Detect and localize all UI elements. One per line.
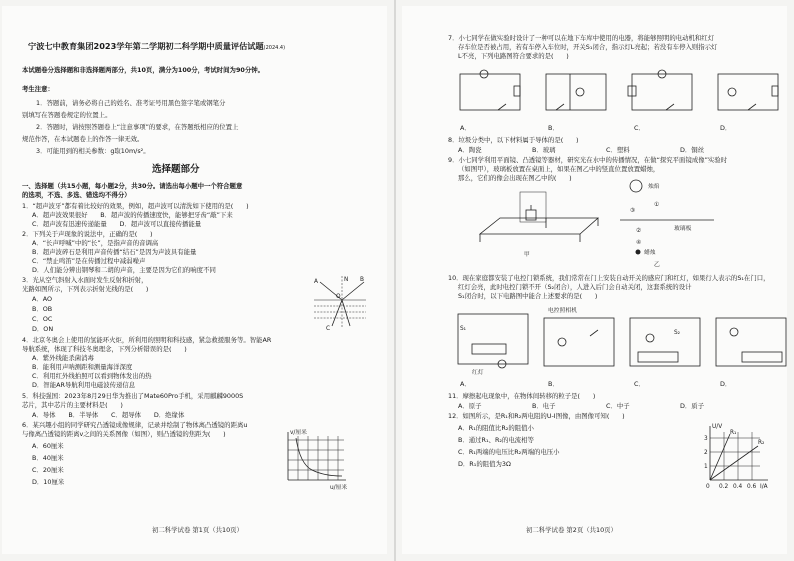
label-jia: 甲 xyxy=(524,252,530,258)
q12-option: A．R₁的阻值比R₂的阻值小 xyxy=(458,424,534,432)
question-4-option: C．利用红外线拍照可以看到物体发出的热 xyxy=(32,372,152,380)
label-p3: ③ xyxy=(630,208,636,214)
label-p1: ① xyxy=(654,202,660,208)
label-n: N xyxy=(344,277,349,283)
q8-option: B．玻璃 xyxy=(532,146,556,154)
question-2: 2．下列关于声现象的说法中，正确的是( ) xyxy=(22,230,153,238)
question-9: 9．小七同学利用平面镜、凸透镜等器材，研究光在水中的传播情况，在做“探究平面镜成像”实验时 xyxy=(448,156,728,164)
question-10: 红灯会亮，此时电控门锁不开（S₂闭合），人进入后门会自动关闭，这套系统的设计 xyxy=(458,283,692,291)
label-red: 红灯 xyxy=(472,370,484,376)
notice-line: 1．答题前，请务必将自己的姓名、准考证号用黑色签字笔或钢笔分 xyxy=(36,99,226,107)
question-2-option: C．“禁止鸣笛”是在传播过程中减弱噪声 xyxy=(32,257,146,265)
question-2-option: B．超声波碎石是利用声音传播“结石”是因为声波具有能量 xyxy=(32,248,197,256)
exam-title-text: 宁波七中教育集团2023学年第二学期初二科学期中质量评估试题 xyxy=(28,41,264,51)
notice-heading: 考生注意： xyxy=(22,85,54,93)
q8-option: D．铜丝 xyxy=(680,146,705,154)
q11-option: B．电子 xyxy=(532,402,556,410)
section-title: 选择题部分 xyxy=(152,164,200,175)
question-3: 3．光从空气斜射入水面时发生反射和折射， xyxy=(22,276,148,284)
question-3-option: C．OC xyxy=(32,315,53,323)
label-p4: ④ xyxy=(636,240,642,246)
x-tick: 0 xyxy=(706,484,710,490)
question-3: 光路如图所示，下列表示折射光线的是( ) xyxy=(22,285,149,293)
q10-option: A． xyxy=(460,380,471,388)
question-3-option: B．OB xyxy=(32,305,53,313)
question-5: 芯片，其中芯片的主要材料是( ) xyxy=(22,401,123,409)
label-yi: 乙 xyxy=(654,262,660,268)
q12-option: B．通过R₁、R₂的电流相等 xyxy=(458,436,534,444)
question-7: L不亮，下列电路图符合要求的是( ) xyxy=(458,52,569,60)
question-6: 6．某兴趣小组的同学研究凸透镜成像规律，记录并绘制了物体离凸透镜的距离u xyxy=(22,421,248,429)
label-p2: ② xyxy=(636,228,642,234)
q12-ui-graph xyxy=(698,422,776,496)
question-10: S₁闭合时，以下电路图中能合上述要求的是( ) xyxy=(458,292,598,300)
q7-option: B． xyxy=(548,124,559,132)
question-8: 8．垃圾分类中，以下材料属于导体的是( ) xyxy=(448,136,579,144)
q10-circuits xyxy=(454,308,794,378)
notice-line: 2．答题时，请按照答题卷上“注意事项”的要求，在答题纸相应的位置上 xyxy=(36,123,239,131)
i-axis-label: I/A xyxy=(760,484,768,490)
q7-option: C． xyxy=(634,124,645,132)
question-2-option: D．人们能分辨出钢琴和二胡的声音，主要是因为它们的响度不同 xyxy=(32,266,216,274)
question-4-option: B．能利用声呐测距和测量海洋深度 xyxy=(32,363,133,371)
label-s2: S₂ xyxy=(674,330,681,336)
q9-figure-jia xyxy=(460,188,600,258)
label-motor: 电控照相机 xyxy=(548,308,577,314)
question-10: 10．现在家庭都安装了电控门锁系统，我们常常在门上安装自动开关的感应门和红灯，如果行人表示的S₁在门口， xyxy=(448,274,770,282)
notice-line: 规范作答，在本试题卷上的作答一律无效。 xyxy=(22,135,144,143)
x-tick: 0.4 xyxy=(733,484,743,490)
page-footer: 初二科学试卷 第1页（共10页） xyxy=(152,526,243,534)
q7-option: D． xyxy=(720,124,732,132)
label-a: A xyxy=(314,279,318,285)
question-6-option: B．40厘米 xyxy=(32,454,64,462)
question-9: （如图甲），玻璃板放置在桌面上，如果在图乙中的竖直位置放置蜡烛， xyxy=(458,165,660,173)
uv-graph xyxy=(278,430,350,492)
question-6-option: D．10厘米 xyxy=(32,478,65,486)
question-4-option: D．智能AR导航利用电磁波传递信息 xyxy=(32,381,136,389)
q10-option: D． xyxy=(720,380,732,388)
question-4: 导航系统，体现了科技冬奥理念，下列分析错误的是( ) xyxy=(22,345,187,353)
question-9: 那么，它们的像会出现在图乙中的( ) xyxy=(458,174,572,182)
page-2 xyxy=(402,6,787,554)
label-b: B xyxy=(360,277,364,283)
q11-option: C．中子 xyxy=(606,402,630,410)
q7-option: A． xyxy=(460,124,471,132)
question-3-option: A．AO xyxy=(32,295,53,303)
q11-option: A．原子 xyxy=(458,402,482,410)
y-tick: 1 xyxy=(704,464,708,470)
question-4-option: A．紫外线能杀菌消毒 xyxy=(32,354,94,362)
q8-option: C．塑料 xyxy=(606,146,630,154)
question-12: 12．如图所示，是R₁和R₂两电阻的U-I图像，由图像可知( ) xyxy=(448,412,625,420)
q11-option: D．质子 xyxy=(680,402,705,410)
label-candle: 蜡烛 xyxy=(644,250,656,256)
question-5: 5．科技强国：2023年8月29日华为推出了Mate60Pro手机，采用麒麟9000S xyxy=(22,392,244,400)
question-3-option: D．ON xyxy=(32,325,54,333)
label-glass: 玻璃板 xyxy=(674,226,692,232)
section-instructions: 的选项，不选、多选、错选均不得分） xyxy=(22,191,131,199)
q10-option: C． xyxy=(634,380,645,388)
page-1 xyxy=(2,6,387,554)
question-4: 4．北京冬奥会上使用的氢能环火炬，所利用的照明和科技感，紧急救援服务等。智能AR xyxy=(22,336,272,344)
question-7: 存车位是否被占用，若有车停入车位时，开关S₁闭合，指示灯L亮起；若没有车停入则指示灯 xyxy=(458,43,718,51)
question-6-option: A．60厘米 xyxy=(32,442,64,450)
v-axis-label: v/厘米 xyxy=(290,430,307,436)
notice-line: 3．可能用到的相关参数：g取10m/s²。 xyxy=(36,147,150,155)
label-s1: S₁ xyxy=(460,326,467,332)
label-o: O xyxy=(336,294,341,300)
question-2-option: A．“长声呼喊”中的“长”，是指声音的音调高 xyxy=(32,239,159,247)
question-6: 与像离凸透镜的距离v之间的关系图像（如图），则凸透镜的焦距为( ) xyxy=(22,430,226,438)
exam-title xyxy=(28,42,285,52)
label-r2: R₂ xyxy=(758,440,765,446)
label-r1: R₁ xyxy=(730,430,737,436)
question-7: 7．小七同学在做实验时设计了一种可以在地下车库中使用的电器，将能够照明的电动机和红灯 xyxy=(448,34,715,42)
u-axis-label: U/V xyxy=(712,424,723,430)
y-tick: 3 xyxy=(704,436,708,442)
q12-option: C．R₁两端的电压比R₂两端的电压小 xyxy=(458,448,560,456)
u-axis-label: u/厘米 xyxy=(330,485,348,491)
q8-option: A．陶瓷 xyxy=(458,146,482,154)
label-flame: 烛焰 xyxy=(648,184,660,190)
q9-figure-yi xyxy=(614,176,724,268)
q10-option: B． xyxy=(548,380,559,388)
x-tick: 0.2 xyxy=(719,484,729,490)
page-fold xyxy=(394,0,396,561)
notice-line: 别填写在答题卷规定的位置上。 xyxy=(22,111,112,119)
section-instructions: 一、选择题（共15小题，每小题2分，共30分。请选出每小题中一个符合题意 xyxy=(22,182,243,190)
question-6-option: C．20厘米 xyxy=(32,466,64,474)
q12-option: D．R₁的阻值为3Ω xyxy=(458,460,511,468)
x-tick: 0.6 xyxy=(747,484,757,490)
question-5-options: A．导体 B．半导体 C．超导体 D．绝缘体 xyxy=(32,411,185,419)
exam-title-code: (2024.4) xyxy=(263,45,286,51)
exam-intro: 本试题卷分选择题和非选择题两部分，共10页，满分为100分，考试时间为90分钟。 xyxy=(22,66,265,74)
y-tick: 2 xyxy=(704,450,708,456)
question-1: 1．“超声波牙”都有着比较好的效果，例如，超声波可以清洗如下使用的是( ) xyxy=(22,202,249,210)
refraction-diagram xyxy=(308,274,368,330)
question-11: 11．摩擦起电现象中，在物体间转移的粒子是( ) xyxy=(448,392,596,400)
label-c: C xyxy=(326,326,331,332)
page-footer: 初二科学试卷 第2页（共10页） xyxy=(526,526,617,534)
question-1-option: C．超声波有迅速传递能量 D．超声波可以直接传播能量 xyxy=(32,220,202,228)
question-1-option: A．超声波效果很好 B．超声波的传播速度快，能够把牙齿“敲”下来 xyxy=(32,211,233,219)
q7-circuits xyxy=(454,68,794,118)
